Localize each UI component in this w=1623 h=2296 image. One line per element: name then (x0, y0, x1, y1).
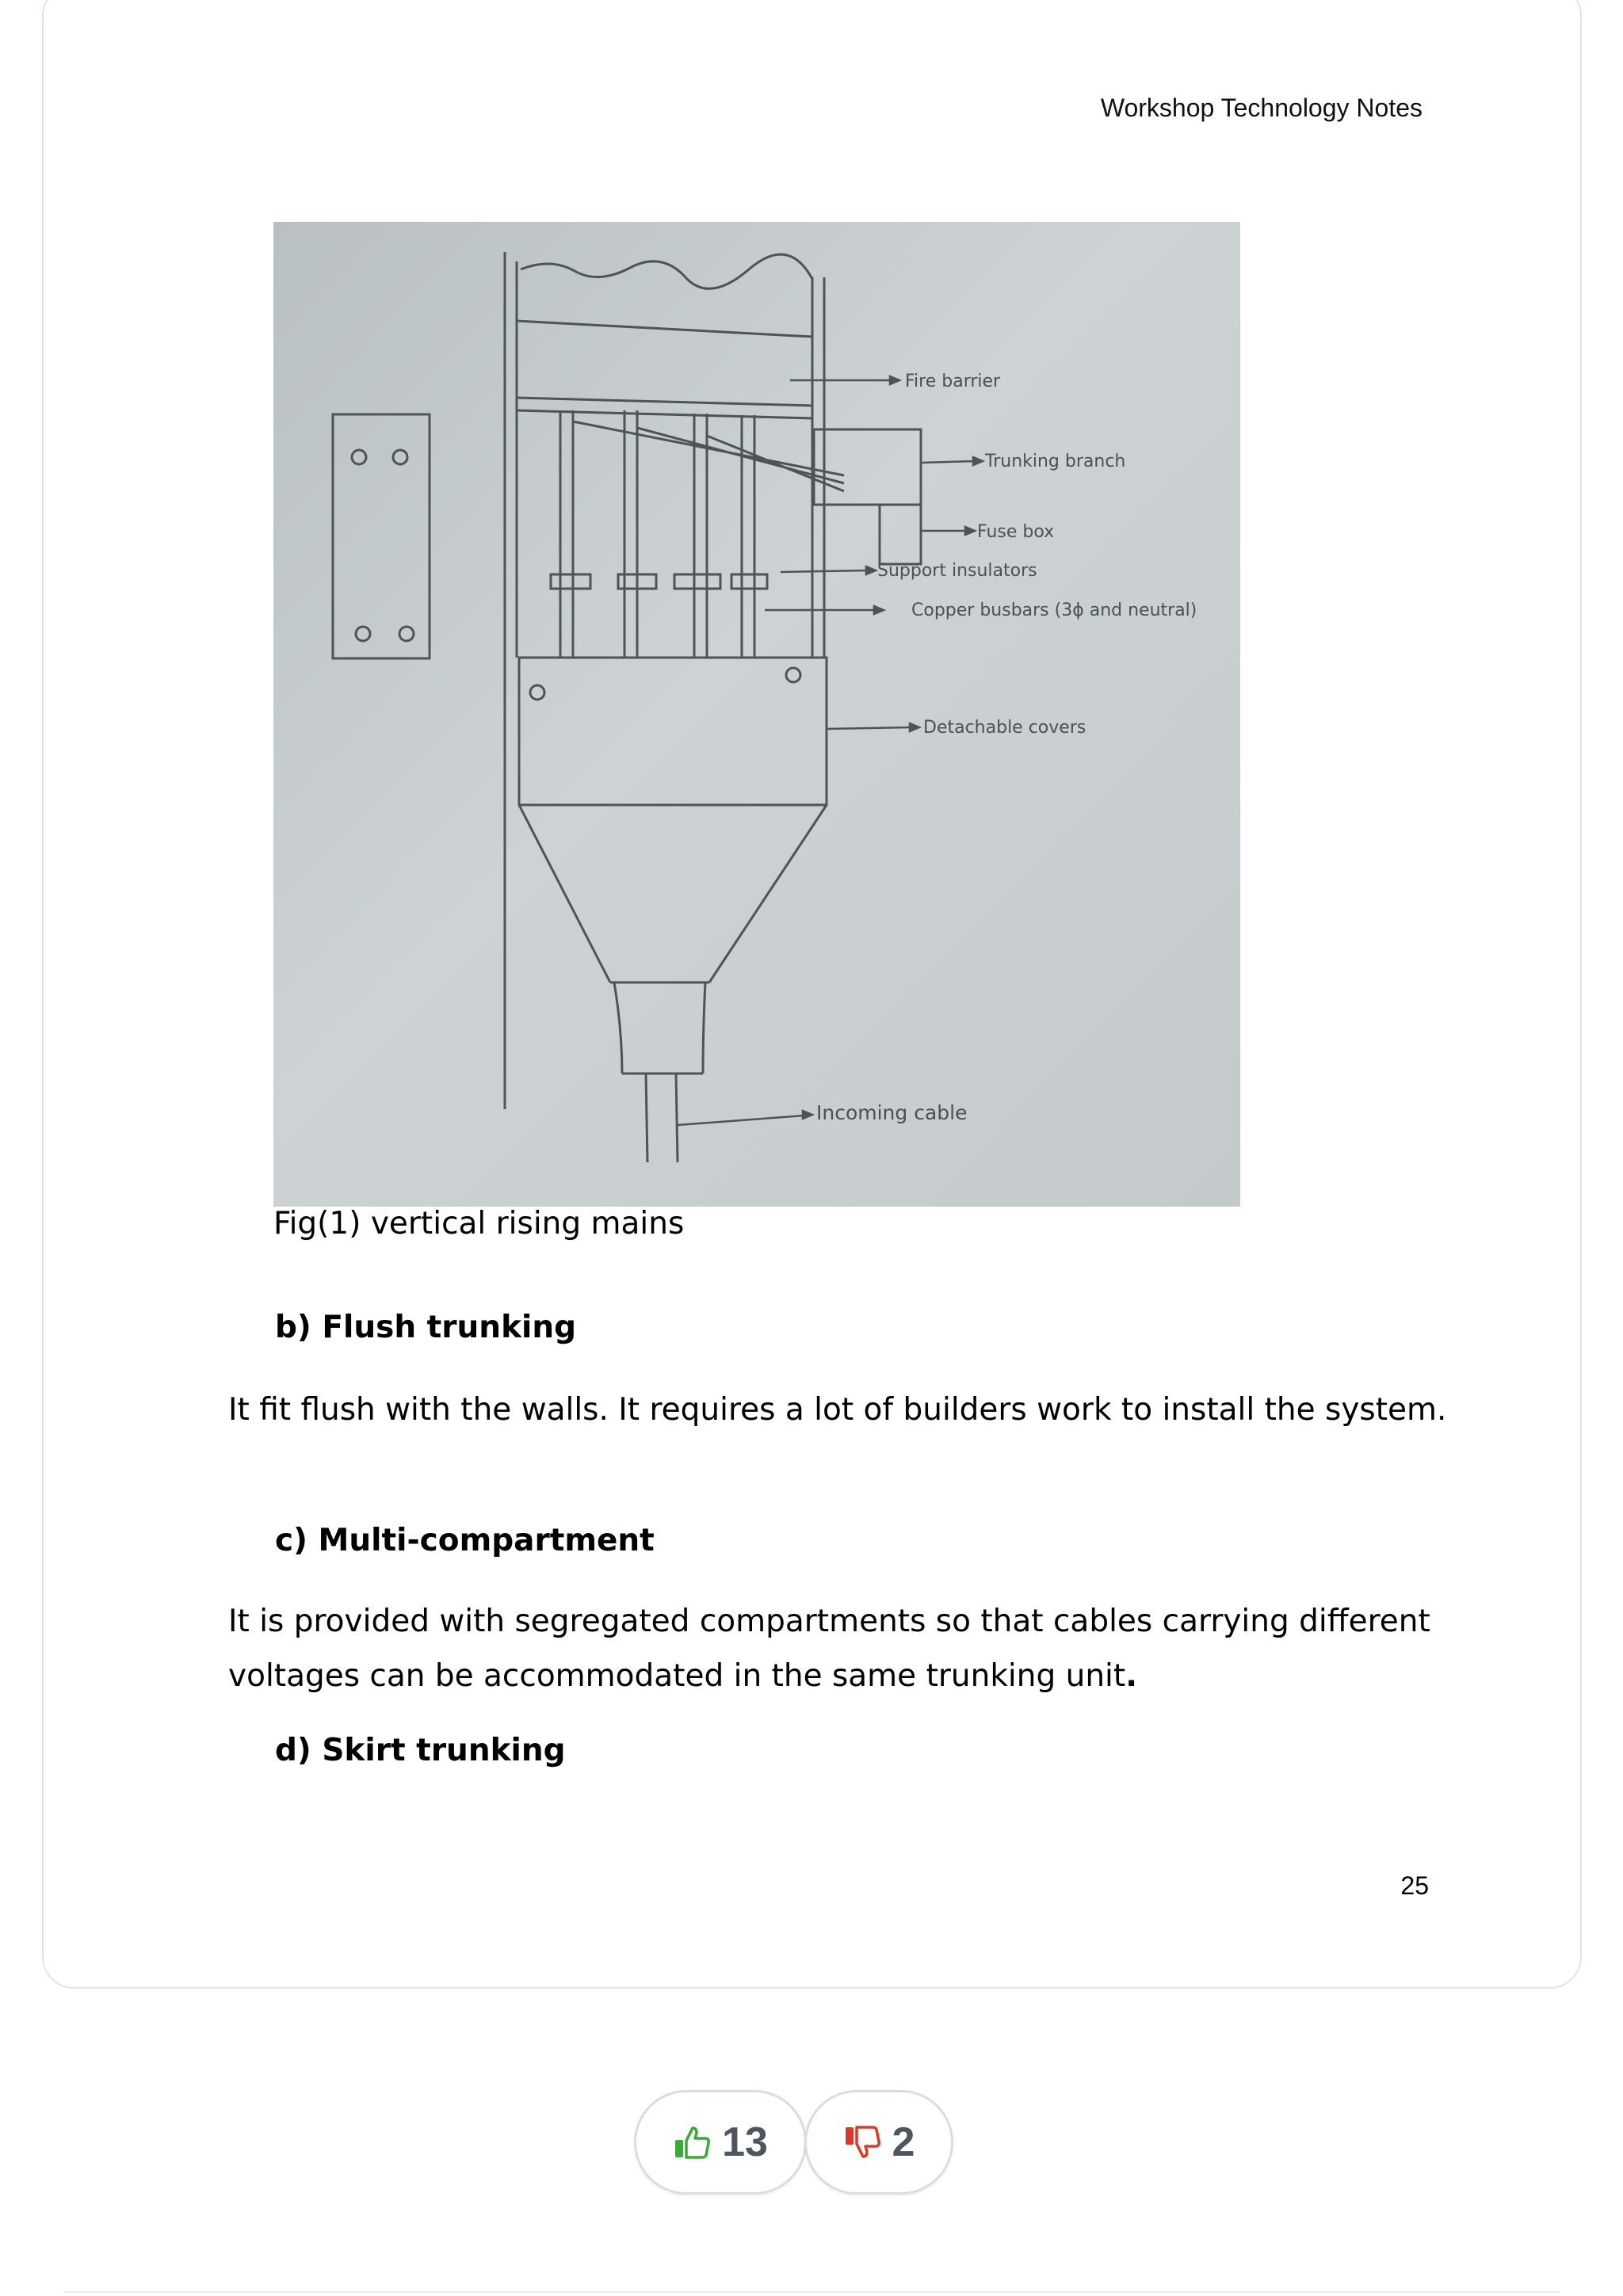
rising-mains-diagram (273, 222, 1240, 1207)
section-marker: b) (275, 1310, 311, 1345)
section-heading-multi-compartment (275, 1523, 655, 1558)
paragraph-end: . (1125, 1658, 1138, 1694)
dislike-count: 2 (892, 2119, 915, 2165)
label-detachable-covers: Detachable covers (923, 718, 1086, 738)
page-number: 25 (1400, 1871, 1429, 1900)
thumbs-down-icon (843, 2123, 881, 2161)
like-count: 13 (722, 2119, 768, 2165)
section-title: Skirt trunking (322, 1733, 566, 1768)
label-support-insulators: Support insulators (877, 561, 1037, 581)
figure-caption: Fig(1) vertical rising mains (273, 1206, 685, 1241)
label-fire-barrier: Fire barrier (905, 372, 1001, 391)
label-trunking-branch: Trunking branch (985, 452, 1126, 471)
label-incoming-cable: Incoming cable (816, 1101, 968, 1124)
section-paragraph-multi-compartment (228, 1594, 1449, 1703)
section-marker: d) (275, 1733, 311, 1768)
paragraph-text: It is provided with segregated compartments so that cables carrying different voltages can be accommodated in the same trunking unit (228, 1604, 1430, 1694)
figure-vertical-rising-mains (273, 222, 1240, 1207)
like-button[interactable] (634, 2090, 807, 2195)
section-heading-skirt-trunking (275, 1733, 566, 1768)
label-copper-busbars: Copper busbars (3ϕ and neutral) (911, 601, 1197, 620)
section-title: Multi-compartment (318, 1523, 655, 1558)
running-header: Workshop Technology Notes (1100, 93, 1423, 122)
bottom-divider (63, 2291, 1560, 2293)
thumbs-up-icon (673, 2123, 711, 2161)
section-heading-flush-trunking (275, 1310, 576, 1345)
dislike-button[interactable] (804, 2090, 953, 2195)
label-fuse-box: Fuse box (977, 522, 1055, 542)
section-paragraph-flush-trunking: It fit flush with the walls. It requires a lot of builders work to install the system. (228, 1392, 1447, 1428)
section-title: Flush trunking (322, 1310, 577, 1345)
section-marker: c) (275, 1523, 307, 1558)
